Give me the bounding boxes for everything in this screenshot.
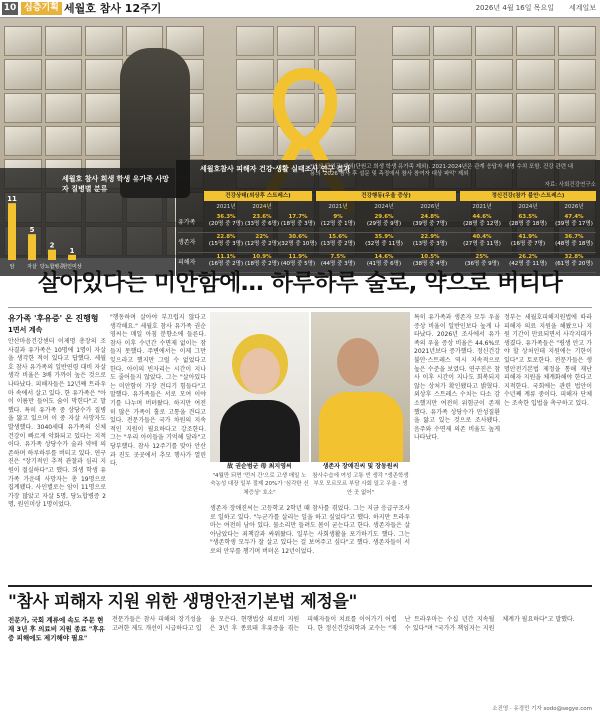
photo-quote-left: "4월만 되면 '먼저 간'으로 고생 매일 노숙농성 대장 일부 절제 20%가 '심각한 신체증상' 호소": [210, 472, 309, 496]
memorial-portrait: [4, 26, 42, 56]
memorial-portrait: [45, 93, 83, 123]
memorial-portrait: [516, 126, 554, 156]
year-header: 2024년: [374, 204, 394, 210]
row-divider: [178, 232, 596, 233]
memorial-portrait: [277, 26, 315, 56]
photo-caption-right-name: 생존자 장애진씨 및 장동원씨: [322, 463, 399, 470]
memorial-portrait: [45, 126, 83, 156]
memorial-portrait: [558, 93, 596, 123]
table-cell: 32.8% (61명 중 20명): [555, 254, 593, 267]
memorial-portrait: [475, 126, 513, 156]
article-kicker: 유가족 '후유증' 온 진행형: [8, 314, 99, 323]
memorial-portrait: [236, 26, 274, 56]
article-column-3: 생존자 장애진씨는 고등학교 2학년 때 참사를 겪었다. 그는 지금 응급구조사로 일하고 있다. "누군가를 살리는 일을 하고 싶었다"고 했다. 하지만 트라우마는 여전히 남아 있다. 물소리만 들려도 몸이 굳는다고 한다. 생존자들은 살아남았다는 죄책감과 싸워왔다. 일부는 사회생활을 포기하기도 했다. 그는 "생존학생 모두가 잘 살고 있다는 걸 보여주고 싶다"고 했다. 생존자들이 서로의 안부를 챙기며 버텨온 12년이었다.: [210, 505, 410, 555]
memorial-portrait: [85, 26, 123, 56]
memorial-portrait: [318, 26, 356, 56]
table-cell: 17.7% (18명 중 3명): [280, 214, 316, 227]
headline-divider: [8, 307, 592, 308]
bar-value-label: 1: [69, 246, 75, 255]
table-source: 자료: 사회건강연구소: [544, 182, 596, 188]
article-column-5: 정부는 세월호피해지원법에 따라 피해자 의료 지원을 해왔으나 지원 기간이 만료되면서 사각지대가 생겼다. 유가족들은 "평생 안고 가야 할 상처인데 지원에는 기한이 있다"고 토로한다. 전문가들은 생명안전기본법 제정을 통해 재난 피해자 지원을 체계화해야 한다고 지적한다. 국회에는 관련 법안이 수년째 계류 중이다. 피해자 단체는 조속한 입법을 촉구하고 있다.: [504, 314, 592, 407]
table-cell: 11.9% (40명 중 5명): [280, 254, 316, 267]
table-note: *안산·단원고 제외(단원고 희생 학생 유가족 제외). 2021·2024년은 관계 응답자 세명 수치 포함. 건강 관련 내용의 '2026 참사 후 설문 및 측정에서 참사 참여자 대상 파악' 제외: [310, 164, 574, 177]
article-column-4: 특히 유가족과 생존자 모두 우울 증상 비율이 일반인보다 높게 나타났다. 2026년 조사에서 유가족의 우울 증상 비율은 44.6%로 2021년보다 증가했다. 정신건강 불안·스트레스 역시 지속적으로 높은 수준을 보였다. 연구진은 참사 이후 시간이 지나도 회복되지 않는 상처가 확인됐다고 밝혔다. 외상후 스트레스 수치는 다소 감소했지만 여전히 위험군이 존재했다. 유가족 상당수가 만성질환을 앓고 있는 것으로 조사됐다. 음주와 수면제 의존 비율도 높게 나타났다.: [414, 314, 500, 442]
memorial-portrait: [475, 93, 513, 123]
article-sub: 1면서 계속: [8, 326, 43, 334]
memorial-portrait: [45, 59, 83, 89]
memorial-portrait: [4, 126, 42, 156]
memorial-portrait: [475, 26, 513, 56]
table-cell: 29.6% (29명 중 9명): [366, 214, 402, 227]
year-header: 2024년: [518, 204, 538, 210]
group-header-anxiety: 정신건강(참가 불안·스트레스): [460, 191, 596, 201]
section-divider: [8, 585, 592, 587]
memorial-portrait: [516, 93, 554, 123]
bar-0: [8, 203, 16, 260]
memorial-portrait: [392, 26, 430, 56]
memorial-portrait: [516, 59, 554, 89]
table-cell: 14.6% (41명 중 6명): [366, 254, 402, 267]
table-cell: 10.5% (38명 중 4명): [412, 254, 448, 267]
main-headline: 살아있다는 미안함에… 하루하루 술로, 약으로 버티다: [37, 270, 563, 296]
interview-photos: [210, 312, 410, 462]
group-header-ptsd: 건강상태(외상후 스트레스): [204, 191, 312, 201]
table-title: 세월호참사 피해자 건강·생활 실태조사 연구 결과: [200, 165, 351, 173]
face-shape: [337, 338, 379, 386]
page-number: 10: [3, 3, 17, 13]
table-cell: 40.4% (27명 중 11명): [463, 234, 501, 247]
page-header: [0, 0, 600, 18]
table-cell: 30.6% (32명 중 10명): [279, 234, 317, 247]
memorial-photo: [0, 18, 600, 270]
category-label: 자살: [27, 264, 37, 270]
table-cell: 22.8% (15명 중 3명): [208, 234, 244, 247]
issue-date: 2026년 4월 16일 목요일: [475, 4, 554, 12]
cause-of-death-chart: [0, 168, 175, 276]
bar-value-label: 2: [49, 241, 55, 250]
row-label: 피해자: [178, 259, 196, 266]
memorial-portrait: [558, 59, 596, 89]
category-label: 당뇨합병증: [39, 264, 65, 270]
row-label: 생존자: [178, 239, 196, 246]
table-cell: 24.8% (39명 중 7명): [412, 214, 448, 227]
survey-results-table: [176, 160, 600, 276]
memorial-portrait: [558, 26, 596, 56]
section-title: 세월호 참사 12주기: [64, 2, 162, 15]
memorial-portrait: [433, 26, 471, 56]
photo-caption-left-name: 故 권순범군 母 최지영씨: [227, 463, 292, 470]
memorial-portrait: [392, 59, 430, 89]
bar-2: [48, 250, 56, 260]
face-shape: [240, 348, 280, 394]
year-header: 2024년: [252, 204, 272, 210]
newspaper-name: 세계일보: [568, 4, 596, 12]
year-header: 2021년: [472, 204, 492, 210]
table-cell: 36.3% (20명 중 7명): [208, 214, 244, 227]
memorial-portrait: [4, 93, 42, 123]
table-cell: 26.2% (42명 중 11명): [509, 254, 547, 267]
group-header-depression: 건강행동(우울 증상): [316, 191, 456, 201]
table-cell: 7.5% (44명 중 3명): [320, 254, 356, 267]
bar-value-label: 5: [29, 226, 35, 235]
memorial-portrait: [475, 59, 513, 89]
memorial-portrait: [433, 93, 471, 123]
table-cell: 10.9% (18명 중 2명): [244, 254, 280, 267]
table-cell: 11.1% (16명 중 2명): [208, 254, 244, 267]
row-label: 유가족: [178, 219, 196, 226]
photo-caption-right: [311, 463, 410, 497]
table-cell: 36.7% (48명 중 18명): [555, 234, 593, 247]
second-subheadline: 전문가, 국회 계류에 속도 주문 현재 3년 후 의료비 지원 종료 "후유증 피해에도 제기해야 필요": [8, 616, 105, 642]
table-cell: 25% (36명 중 9명): [464, 254, 500, 267]
article-column-1: 안산마음건강센터 이제명 총장의 조사결과 유가족은 10명에 1명이 자살을 생각한 적이 있다고 답했다. 세월호 참사 유가족의 일반연령 대비 자살생각 비율은 3배 가까이 높은 것으로 나타났다. 피해자들은 12년째 트라우마 속에서 살고 있다. 한 유가족은 "아이 이름만 들어도 숨이 막힌다"고 말했다. 특히 유가족 중 상당수가 질병을 앓고 있으며 이 중 자살 사망자도 발생했다. 3040세대 유가족의 신체 건강이 빠르게 악화되고 있다는 지적이다. 유가족 상당수가 술과 약에 의존하며 하루하루를 버티고 있다. 연구진은 "장기적인 추적 관찰과 심리 지원이 절실하다"고 했다. 희생 학생 유가족 가운데 사망자는 총 19명으로 집계됐다. 사인별로는 암이 11명으로 가장 많았고 자살 5명, 당뇨합병증 2명, 원인미상 1명이었다.: [8, 338, 106, 509]
memorial-portrait: [433, 59, 471, 89]
article-column-2: "행동하며 살아야 부끄럽지 않다고 생각해요." 세월호 참사 유가족 권순영씨는 매일 아침 분향소에 들른다. 참사 이후 수년간 수면제 없이는 잠들지 못했다. 주변에서는 이제 그만 잊으라고 했지만 그럴 수 없었다고 한다. 아이의 빈자리는 시간이 지나도 줄어들지 않았다. 그는 "살아있다는 미안함이 가장 견디기 힘들다"고 말했다. 유가족들은 서로 모여 이야기를 나누며 버텨왔다. 하지만 여전히 많은 가족이 홀로 고통을 견디고 있다. 전문가들은 국가 차원의 지속적인 지원이 필요하다고 강조한다. 그는 "우리 아이들을 기억해 달라"고 당부했다. 참사 12주기를 맞아 안산과 진도 곳곳에서 추모 행사가 열린다.: [110, 314, 206, 468]
photo-caption-left: [210, 463, 309, 497]
memorial-portrait: [433, 126, 471, 156]
category-label: 원인미상: [62, 264, 82, 270]
chart-title: 세월호 참사 희생 학생 유가족 사망자 질병별 분류: [62, 175, 169, 193]
table-cell: 15.6% (13명 중 2명): [320, 234, 356, 247]
year-header: 2026년: [420, 204, 440, 210]
table-cell: 44.6% (28명 중 12명): [463, 214, 501, 227]
memorial-portrait: [392, 93, 430, 123]
year-header: 2026년: [564, 204, 584, 210]
year-header: 2021년: [216, 204, 236, 210]
memorial-portrait: [4, 59, 42, 89]
category-label: 암: [9, 264, 15, 270]
table-cell: 22% (12명 중 2명): [244, 234, 280, 247]
table-cell: 23.6% (33명 중 6명): [244, 214, 280, 227]
reporter-credit: 소진영 · 유경민 기자 sodo@segye.com: [492, 706, 592, 712]
memorial-portrait: [558, 126, 596, 156]
photo-survivor-couple: [311, 312, 410, 462]
series-badge: 심층기획: [21, 2, 62, 15]
table-cell: 47.4% (39명 중 17명): [555, 214, 593, 227]
table-cell: 41.9% (16명 중 7명): [510, 234, 546, 247]
yellow-jacket-shape: [319, 392, 403, 462]
chart-canvas: [0, 168, 175, 276]
row-divider: [178, 252, 596, 253]
table-cell: 22.9% (13명 중 3명): [412, 234, 448, 247]
bar-1: [28, 234, 36, 260]
memorial-portrait: [85, 93, 123, 123]
memorial-portrait: [45, 26, 83, 56]
table-cell: 9% (12명 중 1명): [320, 214, 356, 227]
memorial-portrait: [392, 126, 430, 156]
photo-quote-right: 참사수습에 여성 고통 빈 생각 "생존학생 부모 모르모르 부담 사회 일고 우울 - 생안 곳 없어": [312, 472, 409, 496]
second-article-body: 전문가들은 참사 피해의 장기성을 고려한 제도 개선이 시급하다고 입을 모은다. 현행법상 의료비 지원은 3년 후 종료돼 후유증을 겪는 피해자들이 치료를 이어가기 어렵다. 한 정신건강의학과 교수는 "재난 트라우마는 수십 년간 지속될 수 있다"며 "국가가 책임지는 지원 체계가 필요하다"고 말했다.: [112, 616, 575, 632]
memorial-portrait: [85, 126, 123, 156]
year-header: 2021년: [328, 204, 348, 210]
memorial-portrait: [516, 26, 554, 56]
second-headline: "참사 피해자 지원 위한 생명안전기본법 제정을": [8, 592, 357, 612]
memorial-portrait: [85, 59, 123, 89]
photo-bereaved-mother: [210, 312, 309, 462]
bar-3: [68, 255, 76, 260]
table-cell: 63.5% (28명 중 18명): [509, 214, 547, 227]
jacket-shape: [220, 400, 300, 462]
table-cell: 35.9% (32명 중 11명): [365, 234, 403, 247]
bar-value-label: 11: [7, 195, 17, 204]
